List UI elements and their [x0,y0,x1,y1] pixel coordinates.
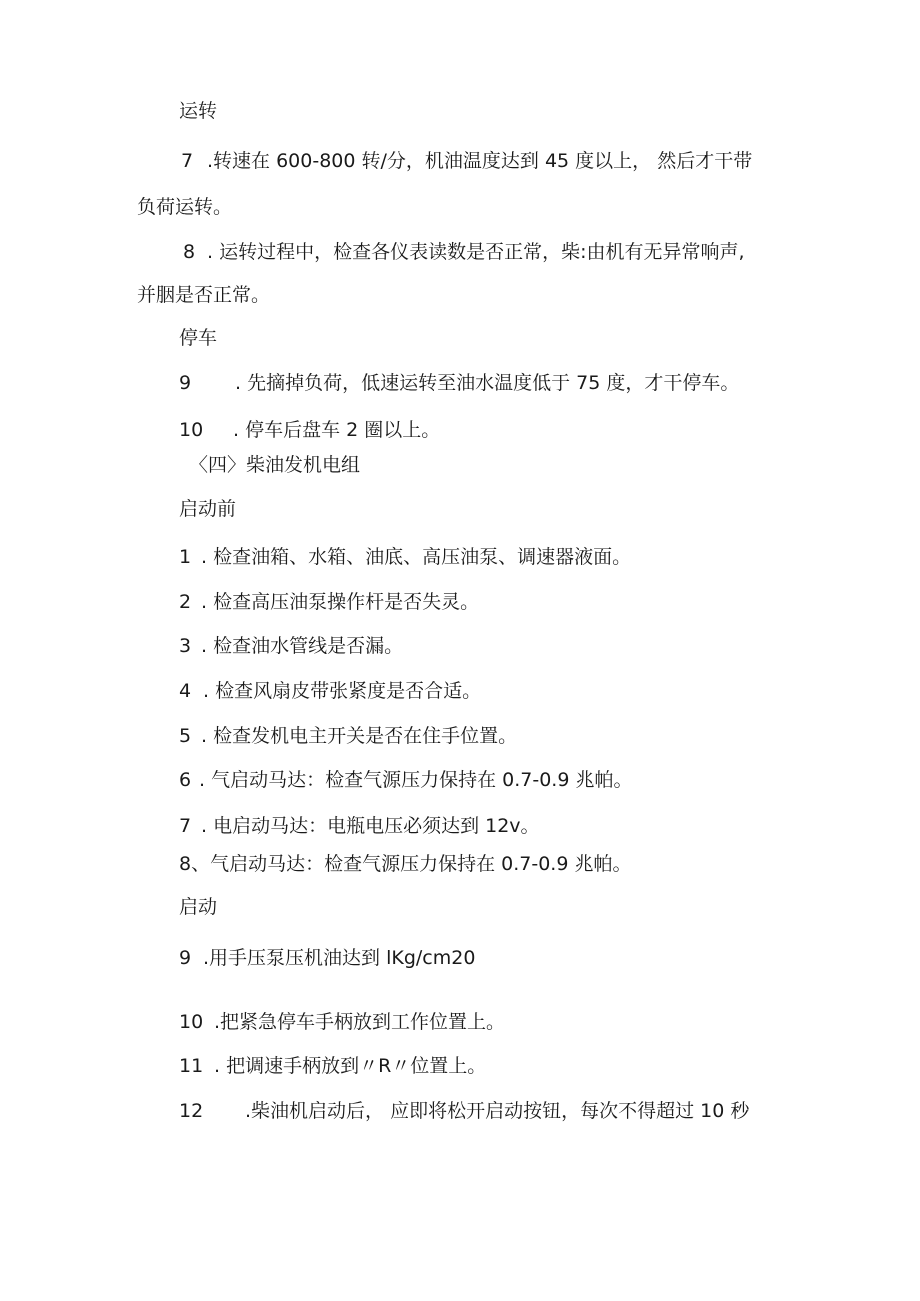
item-number: 7 [181,150,194,172]
item-text: . 检查油箱、水箱、油底、高压油泵、调速器液面。 [201,546,632,568]
item-text: . 停车后盘车 2 圈以上。 [233,419,441,441]
item-number: 10 [179,1011,204,1033]
item-text: . 电启动马达：电瓶电压必须达到 12v。 [201,815,540,837]
item-text: . 检查风扇皮带张紧度是否合适。 [203,680,482,702]
item-text: . 检查发机电主开关是否在住手位置。 [201,725,518,747]
item-text: .转速在 600-800 转/分，机油温度达到 45 度以上， 然后才干带 [207,150,753,172]
item-number: 7 [179,815,192,837]
item-number: 10 [179,419,204,441]
item-text-continuation: 并胭是否正常。 [137,284,271,306]
chapter-heading: 〈四〉柴油发机电组 [189,454,361,476]
item-text: .用手压泵压机油达到 lKg∕cm20 [203,947,476,969]
item-number: 11 [179,1055,204,1077]
item-text: . 运转过程中，检查各仪表读数是否正常，柴:由机有无异常响声, [207,241,745,263]
item-number: 4 [179,680,192,702]
item-number: 9 [179,947,192,969]
item-number: 8 [183,241,196,263]
item-text: . 气启动马达：检查气源压力保持在 0.7-0.9 兆帕。 [199,769,633,791]
item-text: . 检查油水管线是否漏。 [201,635,404,657]
section-heading-start: 启动 [179,896,218,918]
item-number: 5 [179,725,192,747]
item-text: . 先摘掉负荷，低速运转至油水温度低于 75 度，才干停车。 [235,372,740,394]
section-heading-running: 运转 [179,100,218,122]
item-text: .柴油机启动后， 应即将松开启动按钮，每次不得超过 10 秒 [245,1100,750,1122]
item-number: 1 [179,546,192,568]
item-number: 12 [179,1100,204,1122]
item-number: 2 [179,591,192,613]
item-text: 8、气启动马达：检查气源压力保持在 0.7-0.9 兆帕。 [179,853,632,875]
section-heading-before-start: 启动前 [179,498,237,520]
item-number: 6 [179,769,192,791]
item-text: . 把调速手柄放到〃R〃位置上。 [214,1055,487,1077]
item-text: .把紧急停车手柄放到工作位置上。 [214,1011,506,1033]
item-text: . 检查高压油泵操作杆是否失灵。 [201,591,480,613]
section-heading-stop: 停车 [179,327,218,349]
item-number: 9 [179,372,192,394]
item-text-continuation: 负荷运转。 [137,196,233,218]
item-number: 3 [179,635,192,657]
